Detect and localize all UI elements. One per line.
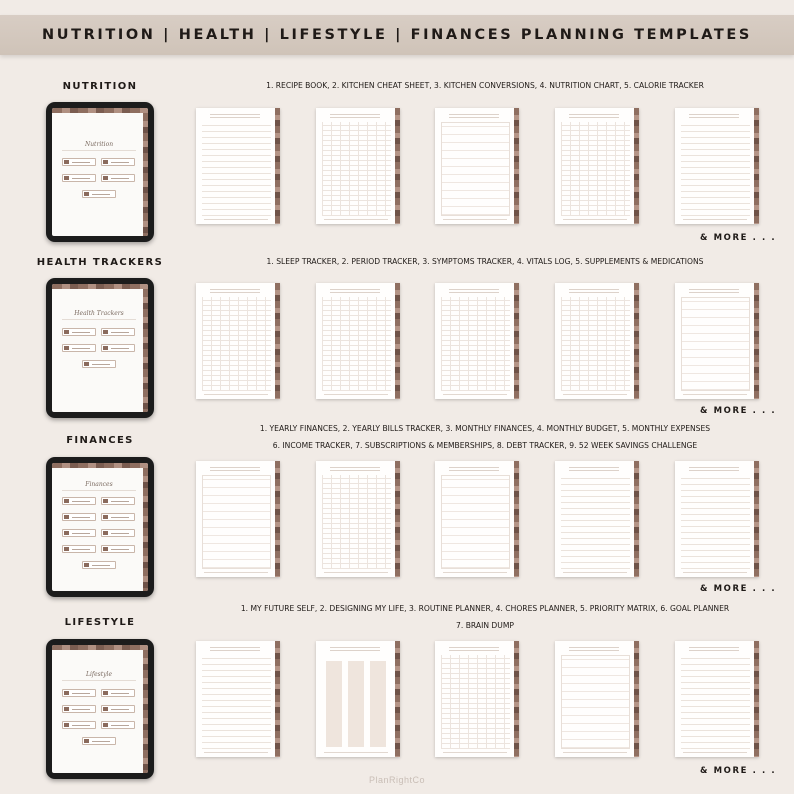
template-page-thumb (196, 108, 280, 224)
side-tab-strip (143, 468, 148, 591)
template-list (190, 77, 780, 94)
template-list (190, 420, 780, 454)
template-page-thumb (435, 641, 519, 757)
template-list-line: 6. INCOME TRACKER, 7. SUBSCRIPTIONS & MEMBERSHIPS, 8. DEBT TRACKER, 9. 52 WEEK SAVINGS CHALLENGE (272, 441, 698, 450)
tablet-menu-button[interactable] (101, 513, 135, 521)
section-title: LIFESTYLE (64, 617, 136, 628)
tablet-screen (52, 284, 148, 412)
tablet-menu-button[interactable] (62, 158, 96, 166)
template-list-line: 1. RECIPE BOOK, 2. KITCHEN CHEAT SHEET, 3. KITCHEN CONVERSIONS, 4. NUTRITION CHART, 5. CALORIE TRACKER (266, 81, 704, 90)
tablet-preview (46, 457, 154, 597)
tablet-menu-button[interactable] (82, 737, 116, 745)
template-page-thumb (316, 461, 400, 577)
tablet-menu-button[interactable] (62, 545, 96, 553)
template-page-thumb (316, 108, 400, 224)
tablet-menu-button[interactable] (82, 561, 116, 569)
tablet-preview (46, 102, 154, 242)
tablet-screen (52, 108, 148, 236)
more-label: & MORE . . . (700, 584, 777, 594)
tablet-heading: Health Trackers (62, 310, 136, 320)
template-page-thumb (316, 283, 400, 399)
more-label: & MORE . . . (700, 406, 777, 416)
tablet-heading: Lifestyle (62, 671, 136, 681)
more-label: & MORE . . . (700, 233, 777, 243)
template-page-thumb (675, 461, 759, 577)
tablet-menu-button[interactable] (62, 497, 96, 505)
tablet-menu-button[interactable] (62, 513, 96, 521)
title-banner (0, 15, 794, 55)
tablet-menu-button[interactable] (101, 529, 135, 537)
tablet-menu-button[interactable] (62, 721, 96, 729)
side-tab-strip (143, 113, 148, 236)
template-page-thumb (675, 641, 759, 757)
side-tab-strip (143, 650, 148, 773)
more-label: & MORE . . . (700, 766, 777, 776)
tablet-heading: Finances (62, 481, 136, 491)
tablet-menu-button[interactable] (101, 705, 135, 713)
tab-strip (52, 284, 148, 289)
section-title: FINANCES (66, 435, 134, 446)
tablet-menu-button[interactable] (101, 497, 135, 505)
tablet-screen (52, 463, 148, 591)
template-page-thumb (435, 108, 519, 224)
tablet-menu-button[interactable] (62, 689, 96, 697)
tablet-menu-button[interactable] (82, 190, 116, 198)
template-page-thumb (555, 641, 639, 757)
banner-title: NUTRITION | HEALTH | LIFESTYLE | FINANCES PLANNING TEMPLATES (42, 27, 752, 43)
tablet-screen (52, 645, 148, 773)
tablet-menu-button[interactable] (62, 328, 96, 336)
tablet-preview (46, 639, 154, 779)
template-page-thumb (196, 283, 280, 399)
template-list-line: 1. YEARLY FINANCES, 2. YEARLY BILLS TRACKER, 3. MONTHLY FINANCES, 4. MONTHLY BUDGET, 5. MONTHLY EXPENSES (259, 424, 711, 433)
tablet-menu-button[interactable] (62, 529, 96, 537)
tablet-menu-button[interactable] (62, 344, 96, 352)
template-page-thumb (435, 461, 519, 577)
tab-strip (52, 463, 148, 468)
template-list-line: 1. SLEEP TRACKER, 2. PERIOD TRACKER, 3. SYMPTOMS TRACKER, 4. VITALS LOG, 5. SUPPLEMENTS & MEDICATIONS (266, 257, 704, 266)
template-list-line: 1. MY FUTURE SELF, 2. DESIGNING MY LIFE, 3. ROUTINE PLANNER, 4. CHORES PLANNER, 5. PRIORITY MATRIX, 6. GOAL PLANNER (240, 604, 730, 613)
template-page-thumb (196, 641, 280, 757)
tablet-menu-button[interactable] (101, 344, 135, 352)
tablet-menu-button[interactable] (101, 545, 135, 553)
tablet-menu-button[interactable] (101, 689, 135, 697)
template-list-line: 7. BRAIN DUMP (456, 621, 514, 630)
tab-strip (52, 108, 148, 113)
tablet-menu-button[interactable] (62, 705, 96, 713)
template-page-thumb (675, 283, 759, 399)
template-page-thumb (196, 461, 280, 577)
template-page-thumb (555, 283, 639, 399)
tablet-menu-button[interactable] (101, 158, 135, 166)
tablet-menu-button[interactable] (82, 360, 116, 368)
section-title: HEALTH TRACKERS (36, 257, 164, 268)
template-page-thumb (435, 283, 519, 399)
tablet-menu-button[interactable] (101, 328, 135, 336)
template-page-thumb (316, 641, 400, 757)
watermark: PlanRightCo (368, 775, 426, 785)
tab-strip (52, 645, 148, 650)
tablet-menu-button[interactable] (101, 721, 135, 729)
template-page-thumb (675, 108, 759, 224)
template-list (190, 253, 780, 270)
tablet-menu-button[interactable] (62, 174, 96, 182)
section-title: NUTRITION (62, 81, 138, 92)
template-page-thumb (555, 108, 639, 224)
tablet-preview (46, 278, 154, 418)
template-page-thumb (555, 461, 639, 577)
side-tab-strip (143, 289, 148, 412)
template-list (190, 600, 780, 634)
tablet-heading: Nutrition (62, 141, 136, 151)
tablet-menu-button[interactable] (101, 174, 135, 182)
